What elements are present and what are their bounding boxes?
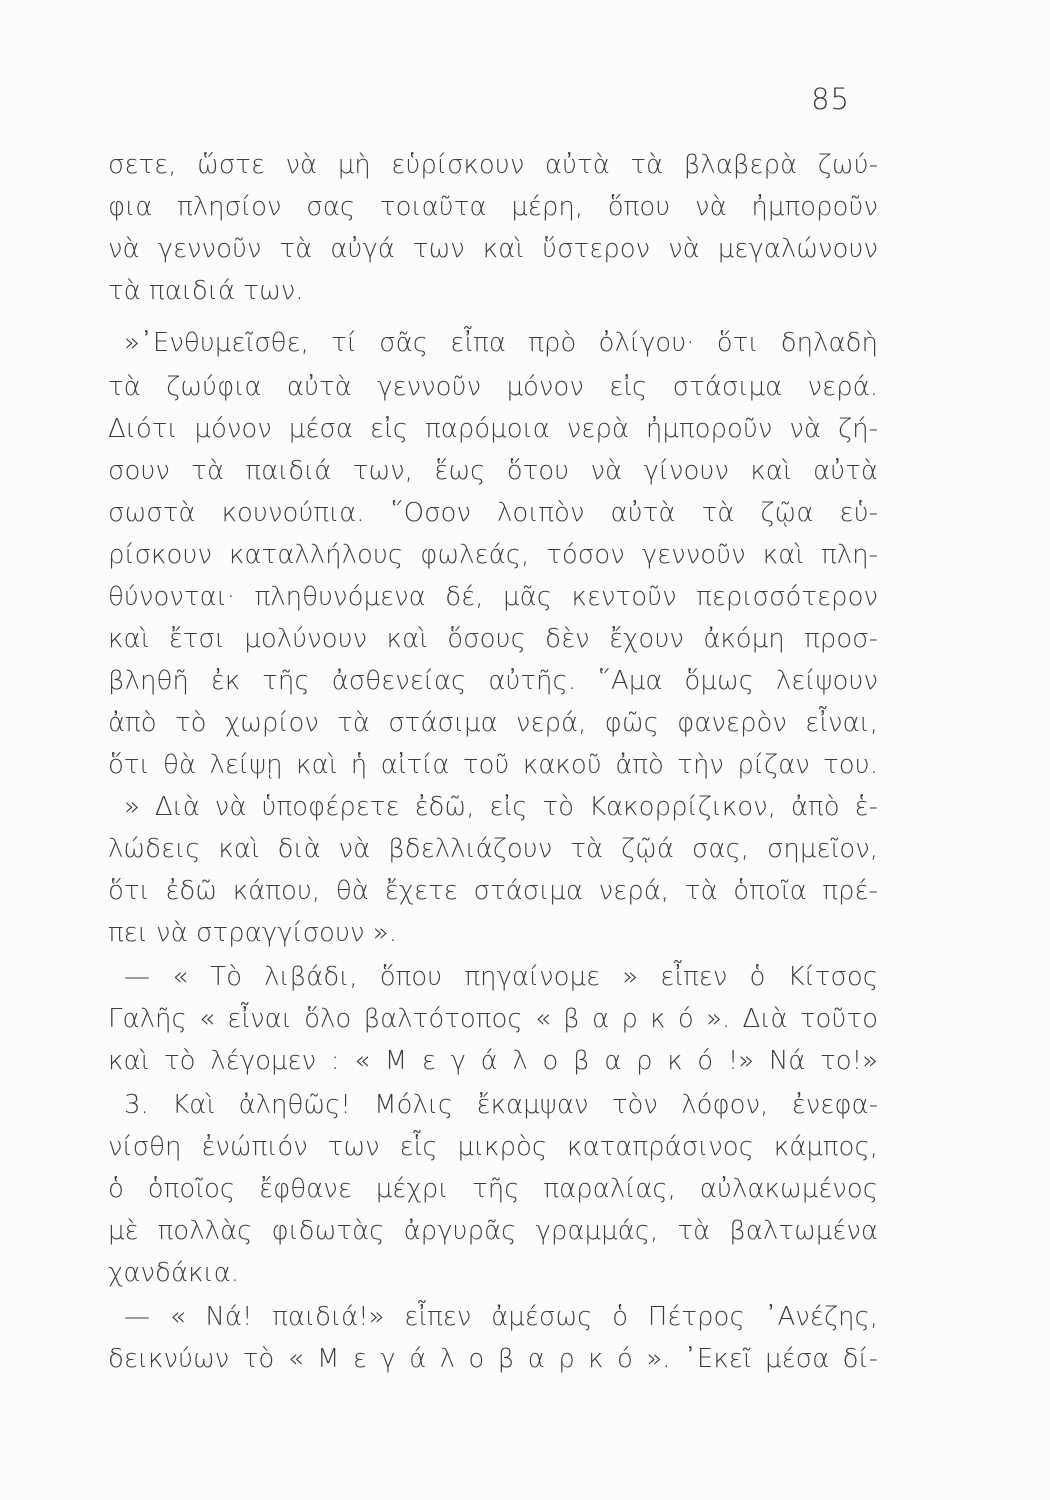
text-line: ὅτι θὰ λείψῃ καὶ ἡ αἰτία τοῦ κακοῦ ἀπὸ τὴν ρίζαν του. — [108, 750, 878, 780]
text-line: καὶ ἔτσι μολύνουν καὶ ὅσους δὲν ἔχουν ἀκόμη προσ- — [108, 624, 878, 654]
text-line: τὰ ζωύφια αὐτὰ γεννοῦν μόνον εἰς στάσιμα νερά. — [108, 372, 878, 402]
text-line: νὰ γεννοῦν τὰ αὐγά των καὶ ὕστερον νὰ μεγαλώνουν — [108, 234, 878, 264]
text-line: ἀπὸ τὸ χωρίον τὰ στάσιμα νερά, φῶς φανερὸν εἶναι, — [108, 708, 878, 738]
text-line: ὁ ὁποῖος ἔφθανε μέχρι τῆς παραλίας, αὐλακωμένος — [108, 1174, 878, 1204]
text-line: Διότι μόνον μέσα εἰς παρόμοια νερὰ ἠμποροῦν νὰ ζή- — [108, 414, 878, 444]
text-line: 3. Καὶ ἀληθῶς! Μόλις ἔκαμψαν τὸν λόφον, ἐνεφα- — [124, 1090, 878, 1120]
text-line: θύνονται· πληθυνόμενα δέ, μᾶς κεντοῦν περισσότερον — [108, 582, 878, 612]
text-line: χανδάκια. — [108, 1258, 240, 1288]
text-line: » Διὰ νὰ ὑποφέρετε ἐδῶ, εἰς τὸ Κακορρίζικον, ἀπὸ ἑ- — [124, 792, 878, 822]
text-line: μὲ πολλὰς φιδωτὰς ἀργυρᾶς γραμμάς, τὰ βαλτωμένα — [108, 1216, 878, 1246]
text-line: φια πλησίον σας τοιαῦτα μέρη, ὅπου νὰ ἠμποροῦν — [108, 192, 878, 222]
text-line: τὰ παιδιά των. — [108, 276, 304, 306]
text-line: λώδεις καὶ διὰ νὰ βδελλιάζουν τὰ ζῷά σας, σημεῖον, — [108, 834, 878, 864]
text-line: »᾿Ενθυμεῖσθε, τί σᾶς εἶπα πρὸ ὀλίγου· ὅτι δηλαδὴ — [124, 328, 878, 358]
text-line: καὶ τὸ λέγομεν : « Μ ε γ ά λ ο β α ρ κ ό !» Νά το!» — [108, 1046, 878, 1076]
text-line: Γαλῆς « εἶναι ὅλο βαλτότοπος « β α ρ κ ό ». Διὰ τοῦτο — [108, 1004, 878, 1034]
text-line: νίσθη ἐνώπιόν των εἷς μικρὸς καταπράσινος κάμπος, — [108, 1132, 878, 1162]
text-line: σετε, ὥστε νὰ μὴ εὑρίσκουν αὐτὰ τὰ βλαβερὰ ζωύ- — [108, 150, 878, 180]
text-line: βληθῆ ἐκ τῆς ἀσθενείας αὐτῆς. ῞Αμα ὅμως λείψουν — [108, 666, 878, 696]
text-line: ρίσκουν καταλλήλους φωλεάς, τόσον γεννοῦν καὶ πλη- — [108, 540, 878, 570]
text-line: πει νὰ στραγγίσουν ». — [108, 918, 397, 948]
text-line: σουν τὰ παιδιά των, ἕως ὅτου νὰ γίνουν καὶ αὐτὰ — [108, 456, 878, 486]
text-line: — « Νά! παιδιά!» εἶπεν ἀμέσως ὁ Πέτρος ᾿Ανέζης, — [124, 1302, 878, 1332]
text-line: — « Τὸ λιβάδι, ὅπου πηγαίνομε » εἶπεν ὁ Κίτσος — [124, 962, 878, 992]
text-line: δεικνύων τὸ « Μ ε γ ά λ ο β α ρ κ ό ». ᾿Εκεῖ μέσα δί- — [108, 1344, 878, 1374]
page-number: 85 — [811, 82, 850, 116]
text-line: σωστὰ κουνούπια. ῞Οσον λοιπὸν αὐτὰ τὰ ζῷα εὑ- — [108, 498, 878, 528]
text-line: ὅτι ἐδῶ κάπου, θὰ ἔχετε στάσιμα νερά, τὰ ὁποῖα πρέ- — [108, 876, 878, 906]
